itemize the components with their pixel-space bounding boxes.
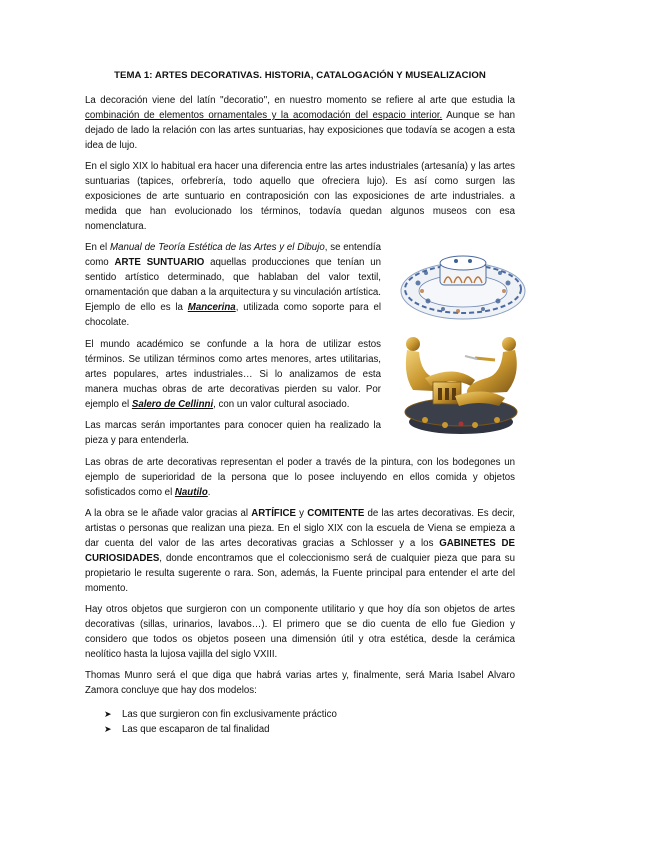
paragraph-1 [85,93,515,153]
paragraph-6 [85,455,515,500]
p1-text-c: Aunque se han dejado de lado la relación con las artes suntuarias, hay exposiciones que todavía se acogen a esta idea de lujo. [85,110,515,151]
salero-cellini-image [395,330,525,440]
p3-term-mancerina: Mancerina [187,302,236,313]
p1-underlined-phrase: combinación de elementos ornamentales y la acomodación del espacio interior. [85,110,443,121]
p7-text-c: y [295,508,308,519]
p7-text-a: A la obra se le añade valor gracias al [85,508,252,519]
document-title: TEMA 1: ARTES DECORATIVAS. HISTORIA, CATALOGACIÓN Y MUSEALIZACION [114,70,486,81]
bullet-item [104,722,337,737]
paragraph-2: En el siglo XIX lo habitual era hacer una diferencia entre las artes industriales (artesanía) y las artes suntuarias (tapices, orfebrería, todo aquello que ofreciera lujo). Es así como surgen las exposiciones de arte suntuario en contraposición con las exposiciones de arte industriales. a medida que han evolucionado los términos, todavía quedan algunos museos con esa nomenclatura. [85,161,515,232]
p4-text-c: , con un valor cultural asociado. [213,399,350,410]
bullet-text: Las que escaparon de tal finalidad [122,724,270,735]
p3-term-arte-suntuario: ARTE SUNTUARIO [114,257,205,268]
paragraph-4 [85,337,381,412]
paragraph-8: Hay otros objetos que surgieron con un componente utilitario y que hoy día son objetos de artes decorativas (sillas, urinarios, lavabos…). El primero que se dio cuenta de ello fue Giedion y considero que todos os objetos poseen una dimensión útil y otra estética, desde la cerámica neolítico hasta la lujosa vajilla del siglo VXIII. [85,604,515,660]
paragraph-3 [85,240,381,330]
arrow-bullet-icon: ➤ [104,724,112,734]
paragraph-7 [85,506,515,596]
p6-text-a: Las obras de arte decorativas representan el poder a través de la pintura, con los bodegones un ejemplo de superioridad de la persona que lo posee incluyendo en ellos comida y objetos sofisticados como el [85,457,515,498]
p7-text-g: , donde encontramos que el coleccionismo será de cualquier pieza que para su propietario le resulta sugerente o rara. Son, además, la Fuente principal para entender el arte del momento. [85,553,515,594]
p3-text-a: En el [85,242,111,253]
p3-text-e: aquellas producciones que tenían un sentido artístico determinado, que hablaban del valor textil, ornamentación que daban a la arquitectura y su vinculación artística. Ejemplo de ello es la [85,257,381,313]
bullet-text: Las que surgieron con fin exclusivamente práctico [122,709,337,720]
paragraph-9: Thomas Munro será el que diga que habrá varias artes y, finalmente, será Maria Isabel Alvaro Zamora concluye que hay dos modelos: [85,670,515,696]
p7-term-gabinetes: GABINETES DE CURIOSIDADES [85,538,515,564]
p7-text-e: de las artes decorativas. Es decir, artistas o personas que realizan una pieza. En el siglo XIX con la escuela de Viena se empieza a dar cuenta del valor de las artes decorativas gracias a Schlosser y a los [85,508,515,549]
paragraph-5: Las marcas serán importantes para conocer quien ha realizado la pieza y para entenderla. [85,420,381,446]
bullet-list [104,707,337,737]
p6-text-c: . [207,487,211,498]
p6-term-nautilo: Nautilo [174,487,208,498]
p7-term-artifice: ARTÍFICE [251,508,296,519]
p7-term-comitente: COMITENTE [307,508,365,519]
p1-text-a: La decoración viene del latín ''decoratio'', en nuestro momento se refiere al arte que estudia la [85,95,515,106]
p4-text-a: El mundo académico se confunde a la hora de utilizar estos términos. Se utilizan términos como artes menores, artes utilitarias, artes populares, artes industriales… Si lo analizamos de esta manera muchas obras de arte decorativas pierden su valor. Por ejemplo el [85,339,381,410]
arrow-bullet-icon: ➤ [104,709,112,719]
p3-book-title: Manual de Teoría Estética de las Artes y el Dibujo [110,242,325,253]
p3-text-c: , se entendía como [85,242,381,268]
p3-text-g: , utilizada como soporte para el chocolate. [85,302,381,328]
mancerina-image [398,243,528,323]
p4-term-salero: Salero de Cellinni [131,399,214,410]
bullet-item [104,707,337,722]
